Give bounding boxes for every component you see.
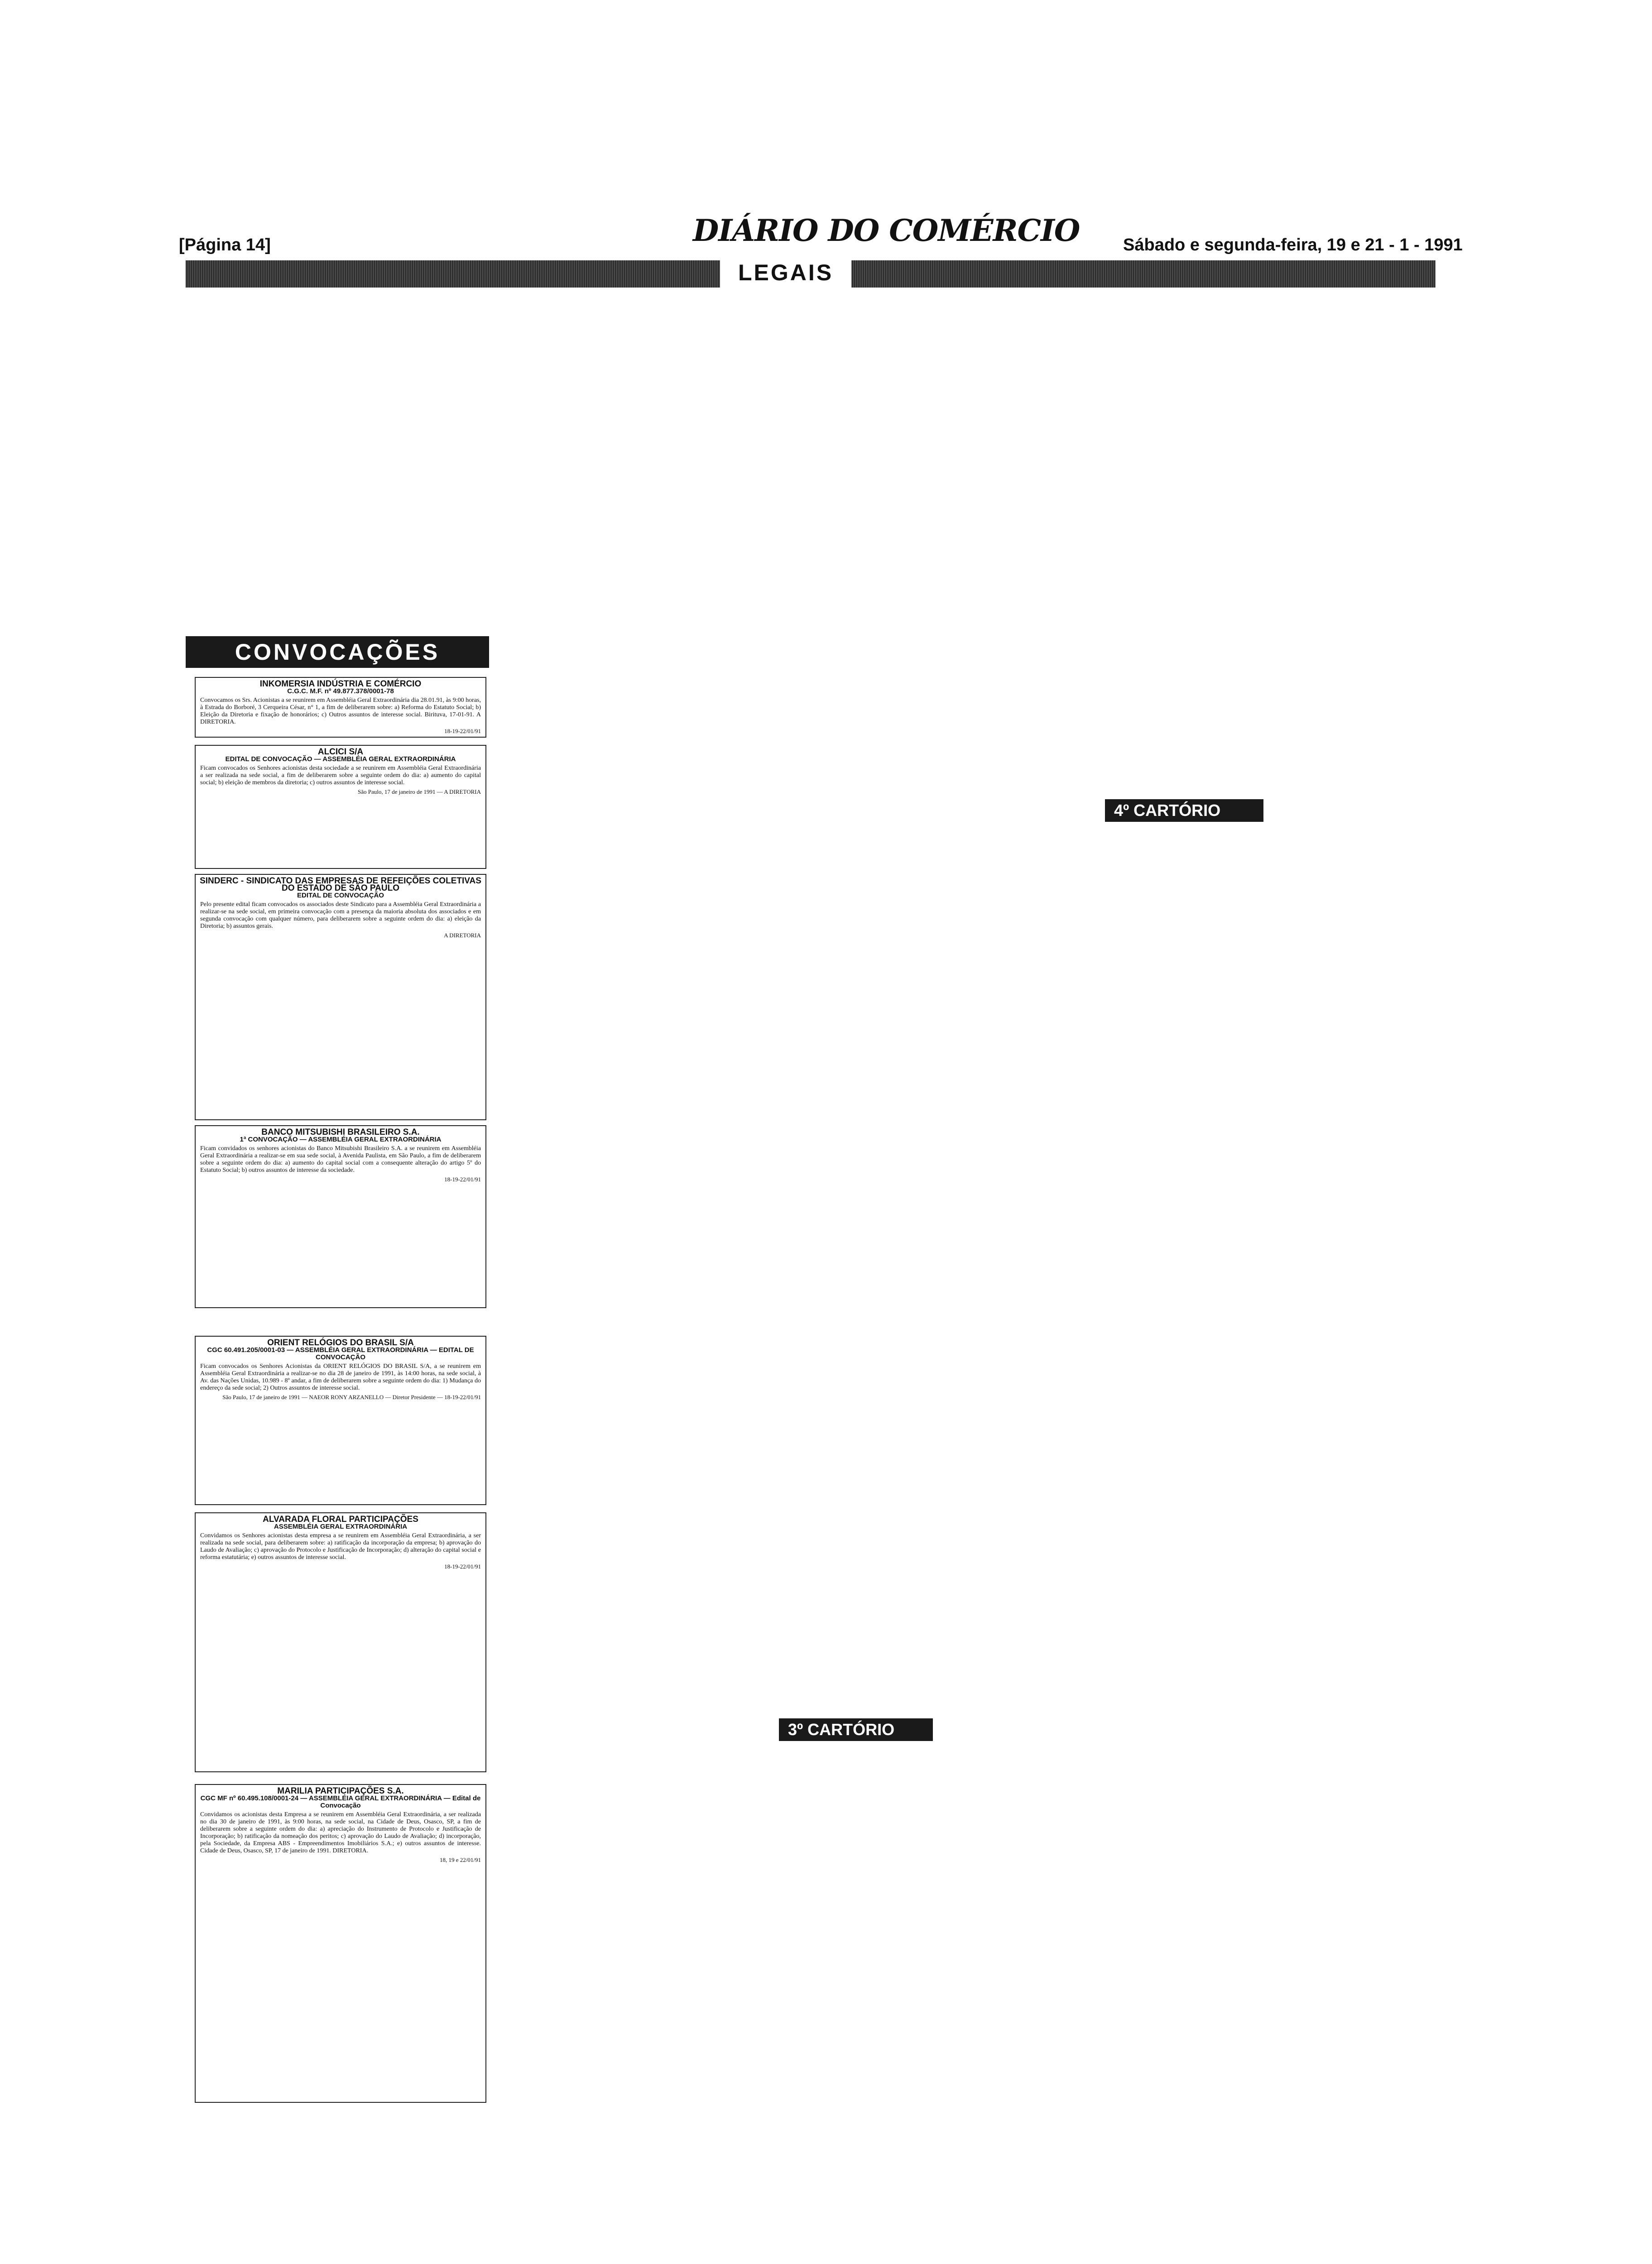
notice-subtitle: CGC 60.491.205/0001-03 — ASSEMBLÉIA GERAL EXTRAORDINÁRIA — EDITAL DE CONVOCAÇÃO bbox=[207, 1346, 474, 1361]
notice-box bbox=[195, 874, 486, 1120]
notice-body: Pelo presente edital ficam convocados os associados deste Sindicato para a Assembléia Geral Extraordinária a realizar-se na sede social, em primeira convocação com a presença da maioria absoluta dos associados e em segunda convocação com qualquer número, para deliberarem sobre a seguinte ordem do dia: a) eleição da Diretoria; b) assuntos gerais. bbox=[200, 901, 481, 930]
notice-box bbox=[195, 745, 486, 869]
notice-body: Convocamos os Srs. Acionistas a se reunirem em Assembléia Geral Extraordinária dia 28.01.91, às 9:00 horas, à Estrada do Borboré, 3 Cerqueira César, n° 1, a fim de deliberarem sobre: a) Reforma do Estatuto Social; b) Eleição da Diretoria e fixação de honorários; c) Outros assuntos de interesse social. Birituva, 17-01-91. A DIRETORIA. bbox=[200, 697, 481, 725]
page-number: [Página 14] bbox=[179, 235, 271, 254]
column-4 bbox=[1105, 299, 1431, 2264]
notice-title: INKOMERSIA INDÚSTRIA E COMÉRCIO bbox=[259, 679, 422, 689]
notice-subtitle: 1ª CONVOCAÇÃO — ASSEMBLÉIA GERAL EXTRAORDINÁRIA bbox=[240, 1136, 442, 1143]
notice-title: BANCO MITSUBISHI BRASILEIRO S.A. bbox=[261, 1127, 420, 1137]
notice-body: Ficam convocados os Senhores Acionistas da ORIENT RELÓGIOS DO BRASIL S/A, a se reunirem em Assembléia Geral Extraordinária a realizar-se no dia 28 de janeiro de 1991, às 14:00 horas, na sede social, à Av. das Nações Unidas, 10.989 - 8º andar, a fim de deliberarem sobre a seguinte ordem do dia: 1) Mudança do endereço da sede social; 2) Outros assuntos de interesse social. bbox=[200, 1363, 481, 1391]
section-title: LEGAIS bbox=[720, 256, 851, 289]
notice-box bbox=[195, 1125, 486, 1308]
notice-subtitle: C.G.C. M.F. nº 49.877.378/0001-78 bbox=[287, 687, 394, 695]
notice-body: Convidamos os Senhores acionistas desta empresa a se reunirem em Assembléia Geral Extraordinária, a ser realizada na sede social, para deliberarem sobre: a) ratificação da incorporação da empresa; b) aprovação do Laudo de Avaliação; c) aprovação do Protocolo e Justificação de Incorporação; d) alteração do capital social e reforma estatutária; e) outros assuntos de interesse social. bbox=[200, 1532, 481, 1561]
dateline: Sábado e segunda-feira, 19 e 21 - 1 - 1991 bbox=[1123, 235, 1463, 254]
notice-box bbox=[195, 1784, 486, 2103]
notice-footer: São Paulo, 17 de janeiro de 1991 — A DIRETORIA bbox=[357, 788, 481, 795]
notice-box bbox=[195, 1512, 486, 1772]
cartorio-3-heading: 3º CARTÓRIO bbox=[779, 1718, 933, 1741]
column-2 bbox=[498, 299, 770, 2264]
notice-title: ALCICI S/A bbox=[317, 747, 364, 757]
notice-footer: 18-19-22/01/91 bbox=[444, 1563, 481, 1570]
notice-box bbox=[195, 1336, 486, 1505]
notice-subtitle: EDITAL DE CONVOCAÇÃO bbox=[297, 892, 384, 899]
notice-subtitle: CGC MF nº 60.495.108/0001-24 — ASSEMBLÉIA GERAL EXTRAORDINÁRIA — Edital de Convocação bbox=[200, 1794, 481, 1809]
column-3 bbox=[779, 299, 1096, 2264]
newspaper-masthead: DIÁRIO DO COMÉRCIO bbox=[693, 213, 1080, 248]
notice-body: Convidamos os acionistas desta Empresa a se reunirem em Assembléia Geral Extraordinária, a ser realizada no dia 30 de janeiro de 1991, às 9:00 horas, na sede social, na Cidade de Deus, Osasco, SP, a fim de deliberarem sobre a seguinte ordem do dia: a) apreciação do Instrumento de Protocolo e Justificação de Incorporação; b) ratificação da nomeação dos peritos; c) aprovação do Laudo de Avaliação; d) incorporação, pela Sociedade, da Empresa ABS - Empreendimentos Imobiliários S.A.; e) outros assuntos de interesse. Cidade de Deus, Osasco, SP, 17 de janeiro de 1991. DIRETORIA. bbox=[200, 1811, 481, 1854]
notice-title: ORIENT RELÓGIOS DO BRASIL S/A bbox=[267, 1338, 414, 1348]
notice-body: Ficam convocados os Senhores acionistas desta sociedade a se reunirem em Assembléia Geral Extraordinária a ser realizada na sede social, a fim de deliberarem sobre a seguinte ordem do dia: a) aumento do capital social; b) eleição de membros da diretoria; c) outros assuntos de interesse social. bbox=[200, 765, 481, 786]
notice-title: ALVARADA FLORAL PARTICIPAÇÕES bbox=[263, 1515, 418, 1524]
notice-footer: 18-19-22/01/91 bbox=[444, 1176, 481, 1183]
notice-footer: A DIRETORIA bbox=[444, 932, 481, 939]
notice-body: Ficam convidados os senhores acionistas do Banco Mitsubishi Brasileiro S.A. a se reunirem em Assembléia Geral Extraordinária a realizar-se em sua sede social, à Avenida Paulista, em São Paulo, a fim de deliberarem sobre a seguinte ordem do dia: a) aumento do capital social com a consequente alteração do artigo 5º do Estatuto Social; b) outros assuntos de interesse da sociedade. bbox=[200, 1145, 481, 1174]
notice-footer: 18, 19 e 22/01/91 bbox=[440, 1856, 481, 1863]
notice-subtitle: EDITAL DE CONVOCAÇÃO — ASSEMBLÉIA GERAL EXTRAORDINÁRIA bbox=[225, 755, 456, 763]
notice-box bbox=[195, 677, 486, 738]
notice-title: SINDERC - SINDICATO DAS EMPRESAS DE REFEIÇÕES COLETIVAS DO ESTADO DE SÃO PAULO bbox=[200, 876, 481, 893]
notice-footer: São Paulo, 17 de janeiro de 1991 — NAEOR RONY ARZANELLO — Diretor Presidente — 18-19-22/01/91 bbox=[222, 1394, 481, 1401]
cartorio-4-heading: 4º CARTÓRIO bbox=[1105, 799, 1263, 822]
convocacoes-heading: CONVOCAÇÕES bbox=[186, 636, 489, 668]
notice-footer: 18-19-22/01/91 bbox=[444, 728, 481, 734]
notice-title: MARILIA PARTICIPAÇÕES S.A. bbox=[277, 1786, 404, 1796]
notice-subtitle: ASSEMBLÉIA GERAL EXTRAORDINÁRIA bbox=[274, 1523, 408, 1530]
